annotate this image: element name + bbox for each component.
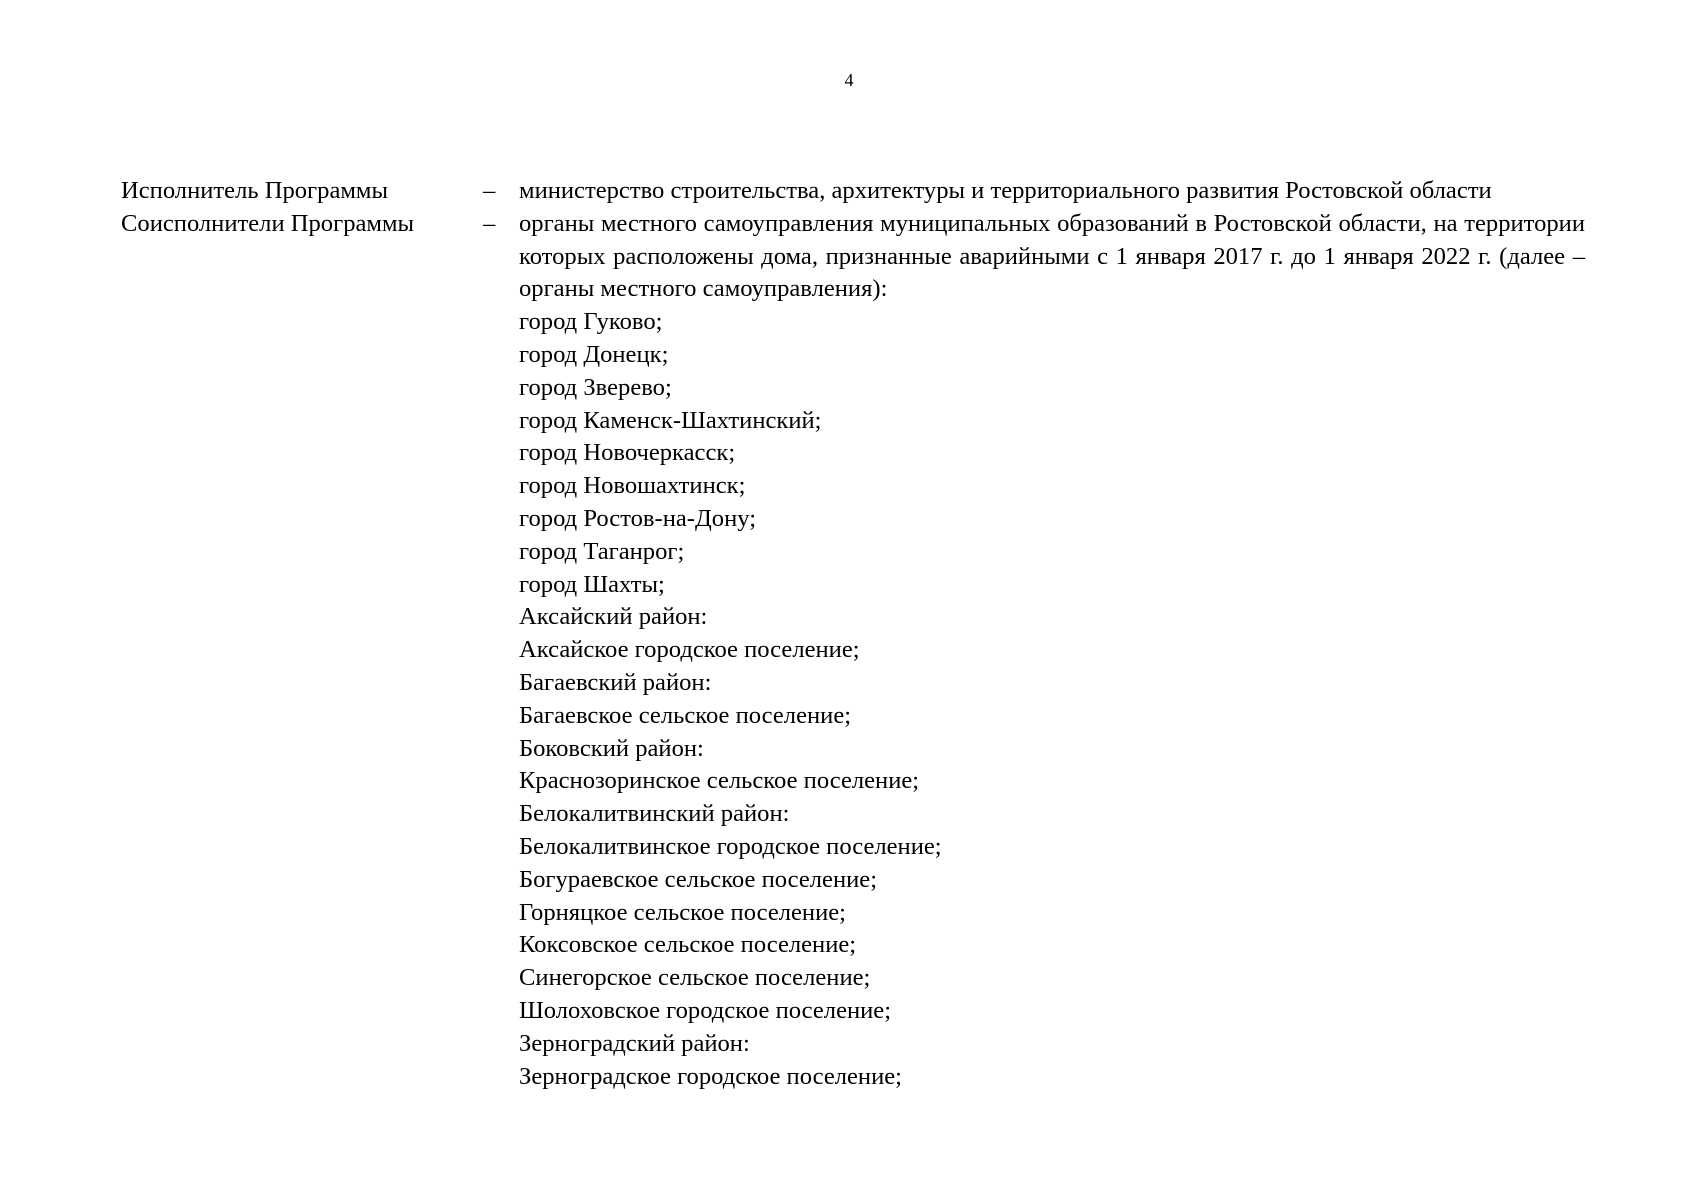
municipality-item: Краснозоринское сельское поселение;	[519, 767, 920, 795]
municipality-item: город Гуково;	[519, 308, 663, 336]
municipality-item: Багаевский район:	[519, 668, 712, 696]
municipality-item: Боковский район:	[519, 734, 704, 762]
municipality-item: город Зверево;	[519, 373, 672, 401]
municipality-item: Аксайское городское поселение;	[519, 636, 860, 664]
page-number: 4	[844, 70, 854, 90]
municipality-item: Багаевское сельское поселение;	[519, 701, 852, 729]
municipality-item: Горняцкое сельское поселение;	[519, 898, 847, 926]
municipality-item: Зерноградский район:	[519, 1029, 750, 1057]
co-executors-intro: органы местного самоуправления муниципальных образований в Ростовской области, на территории которых расположены дома, признанные аварийными с 1 января 2017 г. до 1 января 2022 г. (далее – органы местного самоуправления):	[519, 209, 1585, 303]
municipality-item: Коксовское сельское поселение;	[519, 931, 857, 959]
executor-text: министерство строительства, архитектуры и территориального развития Ростовской области	[519, 177, 1492, 204]
executor-row	[121, 175, 1585, 208]
municipality-item: Богураевское сельское поселение;	[519, 865, 878, 893]
municipality-item: город Новочеркасск;	[519, 439, 736, 467]
co-executors-label: Соисполнители Программы	[121, 209, 415, 237]
municipality-item: Зерноградское городское поселение;	[519, 1062, 902, 1090]
program-passport	[121, 175, 1585, 1093]
municipality-item: Аксайский район:	[519, 603, 708, 631]
executor-label: Исполнитель Программы	[121, 177, 389, 204]
municipality-item: город Каменск-Шахтинский;	[519, 406, 822, 434]
municipality-item: город Новошахтинск;	[519, 472, 746, 500]
municipality-item: Белокалитвинское городское поселение;	[519, 832, 942, 860]
municipality-list	[519, 306, 1585, 1093]
municipality-item: город Донецк;	[519, 340, 669, 368]
municipality-item: город Шахты;	[519, 570, 665, 598]
executor-dash: –	[483, 177, 496, 204]
municipality-item: Синегорское сельское поселение;	[519, 964, 871, 992]
co-executors-row	[121, 208, 1585, 1094]
co-executors-dash: –	[483, 209, 496, 237]
co-executors-content	[519, 208, 1585, 1094]
municipality-item: Шолоховское городское поселение;	[519, 996, 892, 1024]
municipality-item: город Ростов-на-Дону;	[519, 504, 757, 532]
municipality-item: город Таганрог;	[519, 537, 685, 565]
municipality-item: Белокалитвинский район:	[519, 800, 790, 828]
